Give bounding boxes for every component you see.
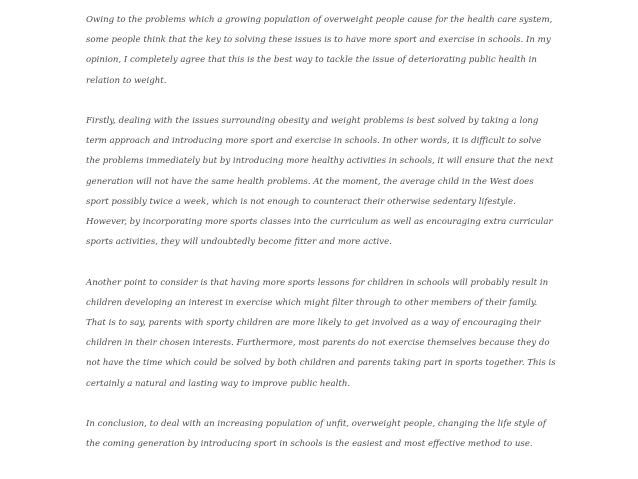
essay-paragraph-body-1: Firstly, dealing with the issues surrounding obesity and weight problems is best solved by taking a long term approach and introducing more sport and exercise in schools. In other words, it is difficult to solve the problems immediately but by introducing more healthy activities in schools, it will ensure that the next generation will not have the same health problems. At the moment, the average child in the West does sport possibly twice a week, which is not enough to counteract their otherwise sedentary lifestyle. However, by incorporating more sports classes into the curriculum as well as encouraging extra curricular sports activities, they will undoubtedly become fitter and more active. [86, 116, 554, 248]
essay-body [86, 10, 556, 454]
essay-paragraph-body-2: Another point to consider is that having more sports lessons for children in schools will probably result in children developing an interest in exercise which might filter through to other members of their family. That is to say, parents with sporty children are more likely to get involved as a way of encouraging their children in their chosen interests. Furthermore, most parents do not exercise themselves because they do not have the time which could be solved by both children and parents taking part in sports together. This is certainly a natural and lasting way to improve public health. [86, 277, 556, 389]
essay-paragraph-conclusion: In conclusion, to deal with an increasing population of unfit, overweight people, changing the life style of the coming generation by introducing sport in schools is the easiest and most effective method to use. [86, 419, 546, 450]
essay-paragraph-introduction: Owing to the problems which a growing population of overweight people cause for the health care system, some people think that the key to solving these issues is to have more sport and exercise in schools. In my opinion, I completely agree that this is the best way to tackle the issue of deteriorating public health in relation to weight. [86, 15, 553, 86]
